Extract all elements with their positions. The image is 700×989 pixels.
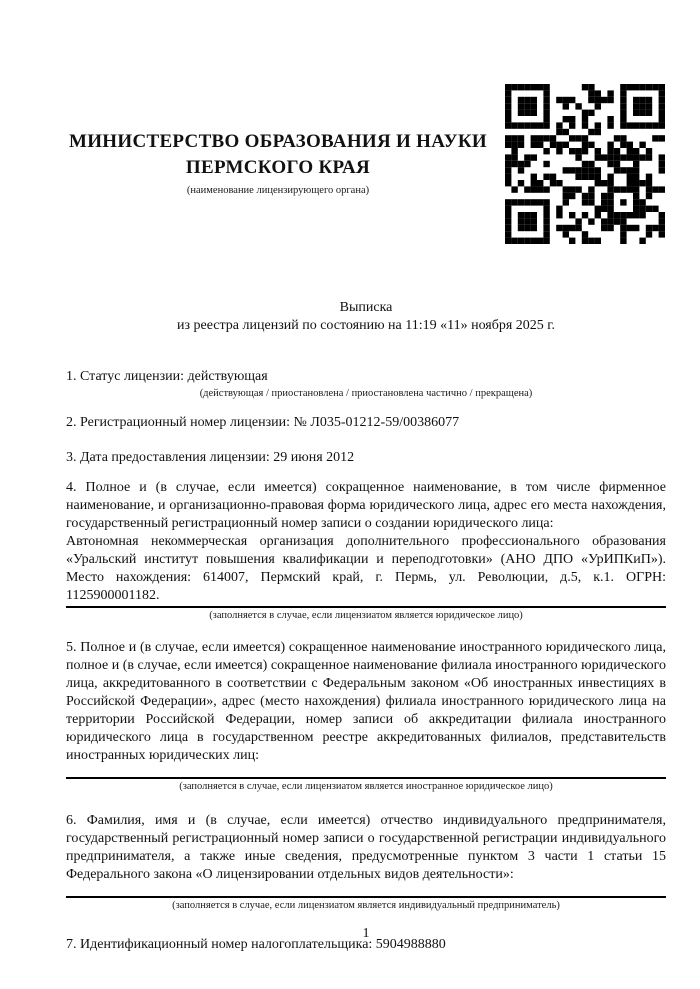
fill-in-rule-legal-entity — [66, 606, 666, 608]
taxpayer-number-text: 7. Идентификационный номер налогоплательщика: 5904988880 — [66, 937, 446, 952]
ministry-name-line2: ПЕРМСКОГО КРАЯ — [185, 157, 371, 178]
registration-number-text: 2. Регистрационный номер лицензии: № Л035-01212-59/00386077 — [66, 415, 460, 430]
license-status-options-caption: (действующая / приостановлена / приостановлена частично / прекращена) — [199, 388, 533, 399]
document-content — [66, 0, 666, 954]
title-line2: из реестра лицензий по состоянию на 11:19 «11» ноября 2025 г. — [177, 318, 555, 333]
individual-entrepreneur-fill-caption: (заполняется в случае, если лицензиатом является индивидуальный предприниматель) — [172, 900, 560, 911]
grant-date-text: 3. Дата предоставления лицензии: 29 июня 2012 — [66, 450, 355, 465]
legal-entity-description: 4. Полное и (в случае, если имеется) сокращенное наименование, в том числе фирменное наименование, и организационно-правовая форма юридического лица, адрес его места нахождения, государственный регистрационный номер записи о создании юридического лица: — [66, 480, 666, 531]
page-number: 1 — [362, 926, 370, 941]
item-4-legal-entity-info — [66, 479, 666, 622]
authority-field-caption: (наименование лицензирующего органа) — [186, 185, 370, 196]
foreign-entity-fill-caption: (заполняется в случае, если лицензиатом является иностранное юридическое лицо) — [179, 781, 553, 792]
ministry-name-line1: МИНИСТЕРСТВО ОБРАЗОВАНИЯ И НАУКИ — [68, 131, 488, 152]
item-5-foreign-entity-info — [66, 639, 666, 793]
document-title — [66, 299, 666, 335]
fill-in-rule-individual-entrepreneur — [66, 896, 666, 898]
item-3-grant-date — [66, 449, 666, 467]
legal-entity-value: Автономная некоммерческая организация дополнительного профессионального образования «Уральский институт повышения квалификации и переподготовки» (АНО ДПО «УрИПКиП»). Место нахождения: 614007, Пермский край, г. Пермь, ул. Революции, д.5, к.1. ОГРН: 1125900001182. — [66, 534, 666, 603]
title-line1: Выписка — [339, 300, 393, 315]
foreign-entity-description: 5. Полное и (в случае, если имеется) сокращенное наименование иностранного юридического лица, полное и (в случае, если имеется) сокращенное наименование филиала иностранного юридического лица, аккредитованного в соответствии с Федеральным законом «Об иностранных инвестициях в Российской Федерации», адрес (место нахождения) филиала иностранного юридического лица на территории Российской Федерации, номер записи об аккредитации филиала иностранного юридического лица в государственном реестре аккредитованных филиалов, представительств иностранных юридических лиц: — [66, 640, 666, 763]
item-1-license-status — [66, 368, 666, 400]
licensing-authority-header — [66, 129, 490, 197]
individual-entrepreneur-description: 6. Фамилия, имя и (в случае, если имеется) отчество индивидуального предпринимателя, государственный регистрационный номер записи о государственной регистрации индивидуального предпринимателя, а также иные сведения, предусмотренные пунктом 3 части 1 статьи 15 Федерального закона «О лицензировании отдельных видов деятельности»: — [66, 813, 666, 882]
license-status-text: 1. Статус лицензии: действующая — [66, 369, 268, 384]
legal-entity-fill-caption: (заполняется в случае, если лицензиатом является юридическое лицо) — [209, 610, 523, 621]
item-6-individual-entrepreneur-info — [66, 812, 666, 912]
item-2-registration-number — [66, 414, 666, 432]
fill-in-rule-foreign-entity — [66, 777, 666, 779]
